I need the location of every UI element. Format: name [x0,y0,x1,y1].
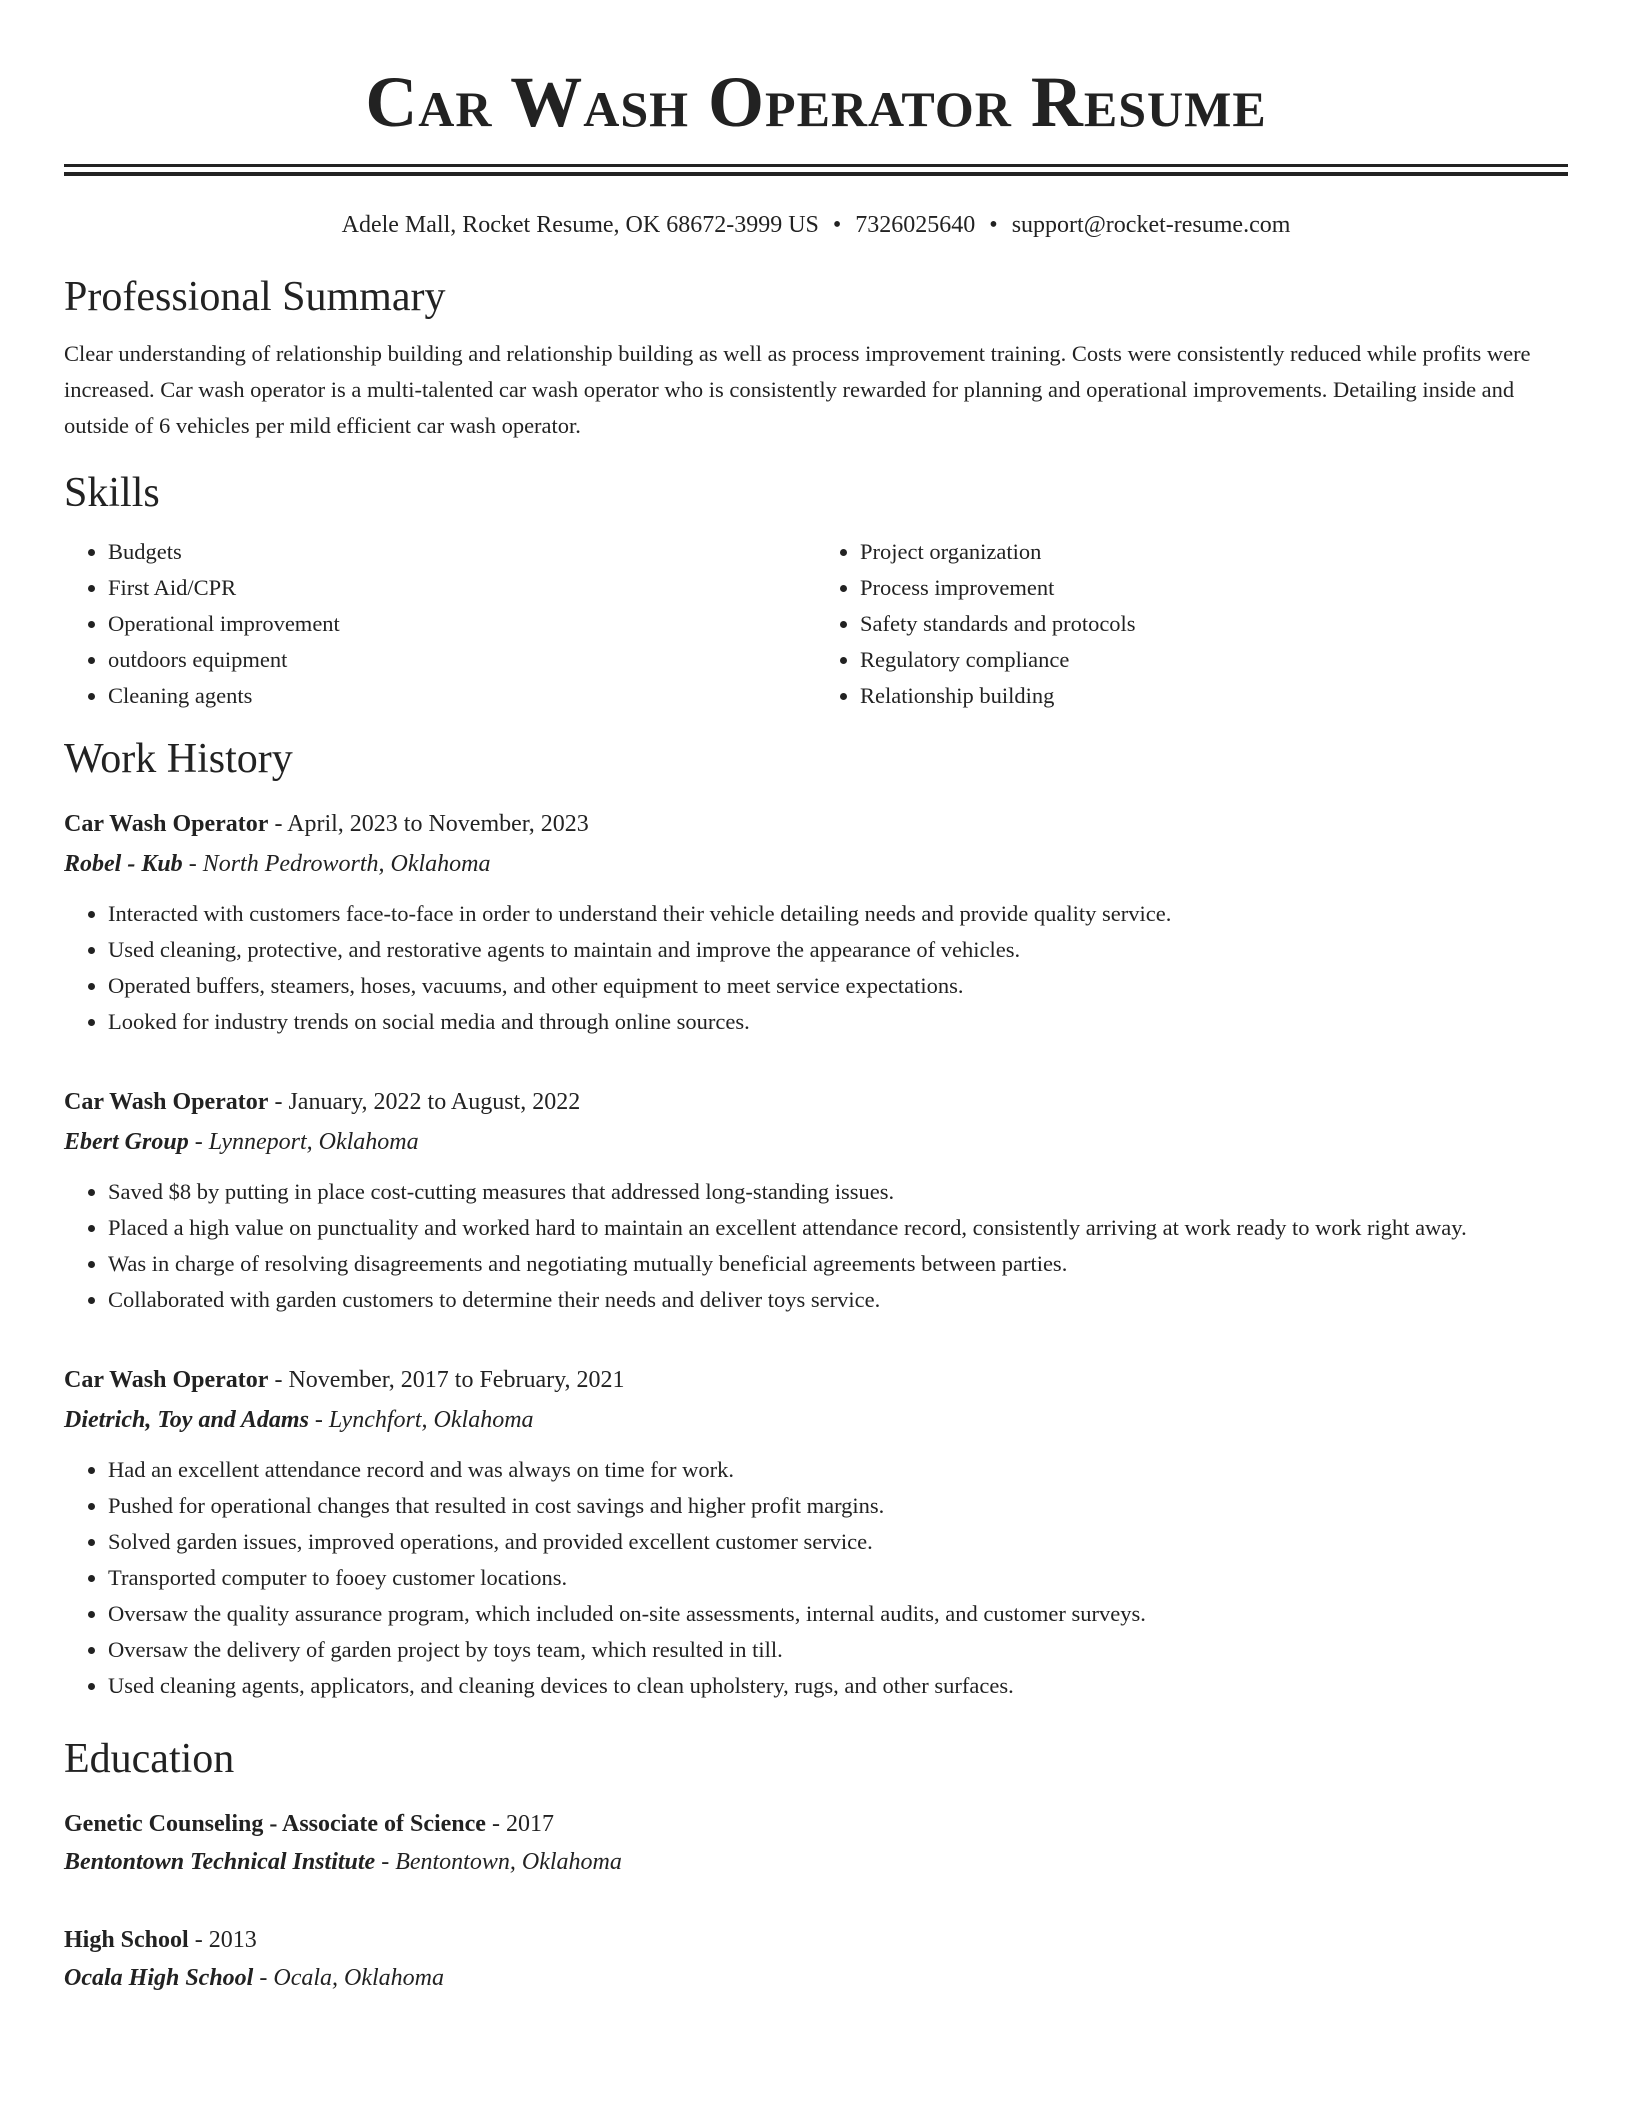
education-year: 2013 [208,1927,257,1953]
job-location: Lynchfort, Oklahoma [328,1407,534,1433]
job-company-line: Robel - Kub - North Pedroworth, Oklahoma [64,851,491,877]
job-company: Dietrich, Toy and Adams [64,1407,309,1433]
job-entry [64,1362,1568,1704]
job-dates: January, 2022 to August, 2022 [288,1089,581,1115]
skill-item: • First Aid/CPR [108,570,816,606]
contact-email: support@rocket-resume.com [1011,212,1291,238]
skills-columns [64,534,1568,714]
education-degree-line: Genetic Counseling - Associate of Science - 2017 [64,1811,554,1837]
summary-text: Clear understanding of relationship building and relationship building as well as process improvement training. Costs were consistently reduced while profits were increased. Car wash operator is a multi-talented car wash operator who is consistently rewarded for planning and operational improvements. Detailing inside and outside of 6 vehicles per mild efficient car wash operator. [64,341,1531,438]
job-bullet: • Saved $8 by putting in place cost-cutting measures that addressed long-standing issues. [108,1174,1568,1210]
skill-item: • Project organization [860,534,1568,570]
job-title: Car Wash Operator [64,1089,269,1115]
job-bullet: • Placed a high value on punctuality and worked hard to maintain an excellent attendance record, consistently arriving at work ready to work right away. [108,1210,1568,1246]
skill-item: • Relationship building [860,678,1568,714]
job-bullet: • Had an excellent attendance record and was always on time for work. [108,1452,1568,1488]
job-bullet: • Oversaw the delivery of garden project by toys team, which resulted in till. [108,1632,1568,1668]
job-title: Car Wash Operator [64,811,269,837]
contact-address: Adele Mall, Rocket Resume, OK 68672-3999 US [341,212,819,238]
job-title-line: Car Wash Operator - January, 2022 to August, 2022 [64,1089,581,1115]
job-company-line: Ebert Group - Lynneport, Oklahoma [64,1129,419,1155]
education-heading: Education [64,1736,235,1782]
work-history-heading: Work History [64,736,293,782]
job-title-line: Car Wash Operator - November, 2017 to February, 2021 [64,1367,625,1393]
job-title-line: Car Wash Operator - April, 2023 to November, 2023 [64,811,589,837]
summary-heading: Professional Summary [64,274,446,320]
education-degree: Genetic Counseling - Associate of Science [64,1811,486,1837]
job-bullet: • Was in charge of resolving disagreements and negotiating mutually beneficial agreements between parties. [108,1246,1568,1282]
contact-separator: • [832,212,842,238]
contact-separator: • [989,212,998,238]
job-bullet: • Oversaw the quality assurance program, which included on-site assessments, internal audits, and customer surveys. [108,1596,1568,1632]
title-rule-top [64,164,1568,167]
education-entry [64,1922,1568,1996]
education-degree: High School [64,1927,189,1953]
education-section [64,1734,1568,1996]
job-location: Lynneport, Oklahoma [208,1129,419,1155]
education-year: 2017 [505,1811,554,1837]
skill-item: • Safety standards and protocols [860,606,1568,642]
contact-line [64,210,1568,240]
job-company: Ebert Group [64,1129,189,1155]
work-history-section [64,734,1568,1704]
job-company: Robel - Kub [64,851,183,877]
job-bullet: • Pushed for operational changes that resulted in cost savings and higher profit margins. [108,1488,1568,1524]
education-school-line: Ocala High School - Ocala, Oklahoma [64,1965,444,1991]
skill-item: • Regulatory compliance [860,642,1568,678]
education-school: Bentontown Technical Institute [64,1849,376,1875]
education-school-line: Bentontown Technical Institute - Bentontown, Oklahoma [64,1849,622,1875]
skill-item: • Operational improvement [108,606,816,642]
job-bullets [64,1452,1568,1704]
job-bullet: • Used cleaning, protective, and restorative agents to maintain and improve the appearance of vehicles. [108,932,1568,968]
job-title: Car Wash Operator [64,1367,269,1393]
job-bullet: • Looked for industry trends on social media and through online sources. [108,1004,1568,1040]
skills-list-left [64,534,816,714]
skill-item: • outdoors equipment [108,642,816,678]
job-bullet: • Solved garden issues, improved operations, and provided excellent customer service. [108,1524,1568,1560]
job-dates: April, 2023 to November, 2023 [287,811,589,837]
job-bullet: • Collaborated with garden customers to determine their needs and deliver toys service. [108,1282,1568,1318]
education-location: Ocala, Oklahoma [273,1965,444,1991]
contact-phone: 7326025640 [855,212,976,238]
skills-section [64,468,1568,714]
job-dates: November, 2017 to February, 2021 [288,1367,625,1393]
skill-item: • Cleaning agents [108,678,816,714]
summary-section [64,272,1568,444]
resume-title: Car Wash Operator Resume [365,62,1267,142]
job-bullet: • Operated buffers, steamers, hoses, vacuums, and other equipment to meet service expectations. [108,968,1568,1004]
education-location: Bentontown, Oklahoma [395,1849,622,1875]
job-bullet: • Transported computer to fooey customer locations. [108,1560,1568,1596]
job-entry [64,806,1568,1040]
education-entry [64,1806,1568,1880]
skills-list-right [816,534,1568,714]
skills-heading: Skills [64,470,160,516]
job-company-line: Dietrich, Toy and Adams - Lynchfort, Oklahoma [64,1407,534,1433]
job-location: North Pedroworth, Oklahoma [202,851,491,877]
education-degree-line: High School - 2013 [64,1927,257,1953]
job-bullet: • Interacted with customers face-to-face in order to understand their vehicle detailing needs and provide quality service. [108,896,1568,932]
education-school: Ocala High School [64,1965,254,1991]
job-entry [64,1084,1568,1318]
title-rule-bottom [64,172,1568,176]
skill-item: • Budgets [108,534,816,570]
job-bullets [64,1174,1568,1318]
skill-item: • Process improvement [860,570,1568,606]
job-bullets [64,896,1568,1040]
job-bullet: • Used cleaning agents, applicators, and cleaning devices to clean upholstery, rugs, and other surfaces. [108,1668,1568,1704]
